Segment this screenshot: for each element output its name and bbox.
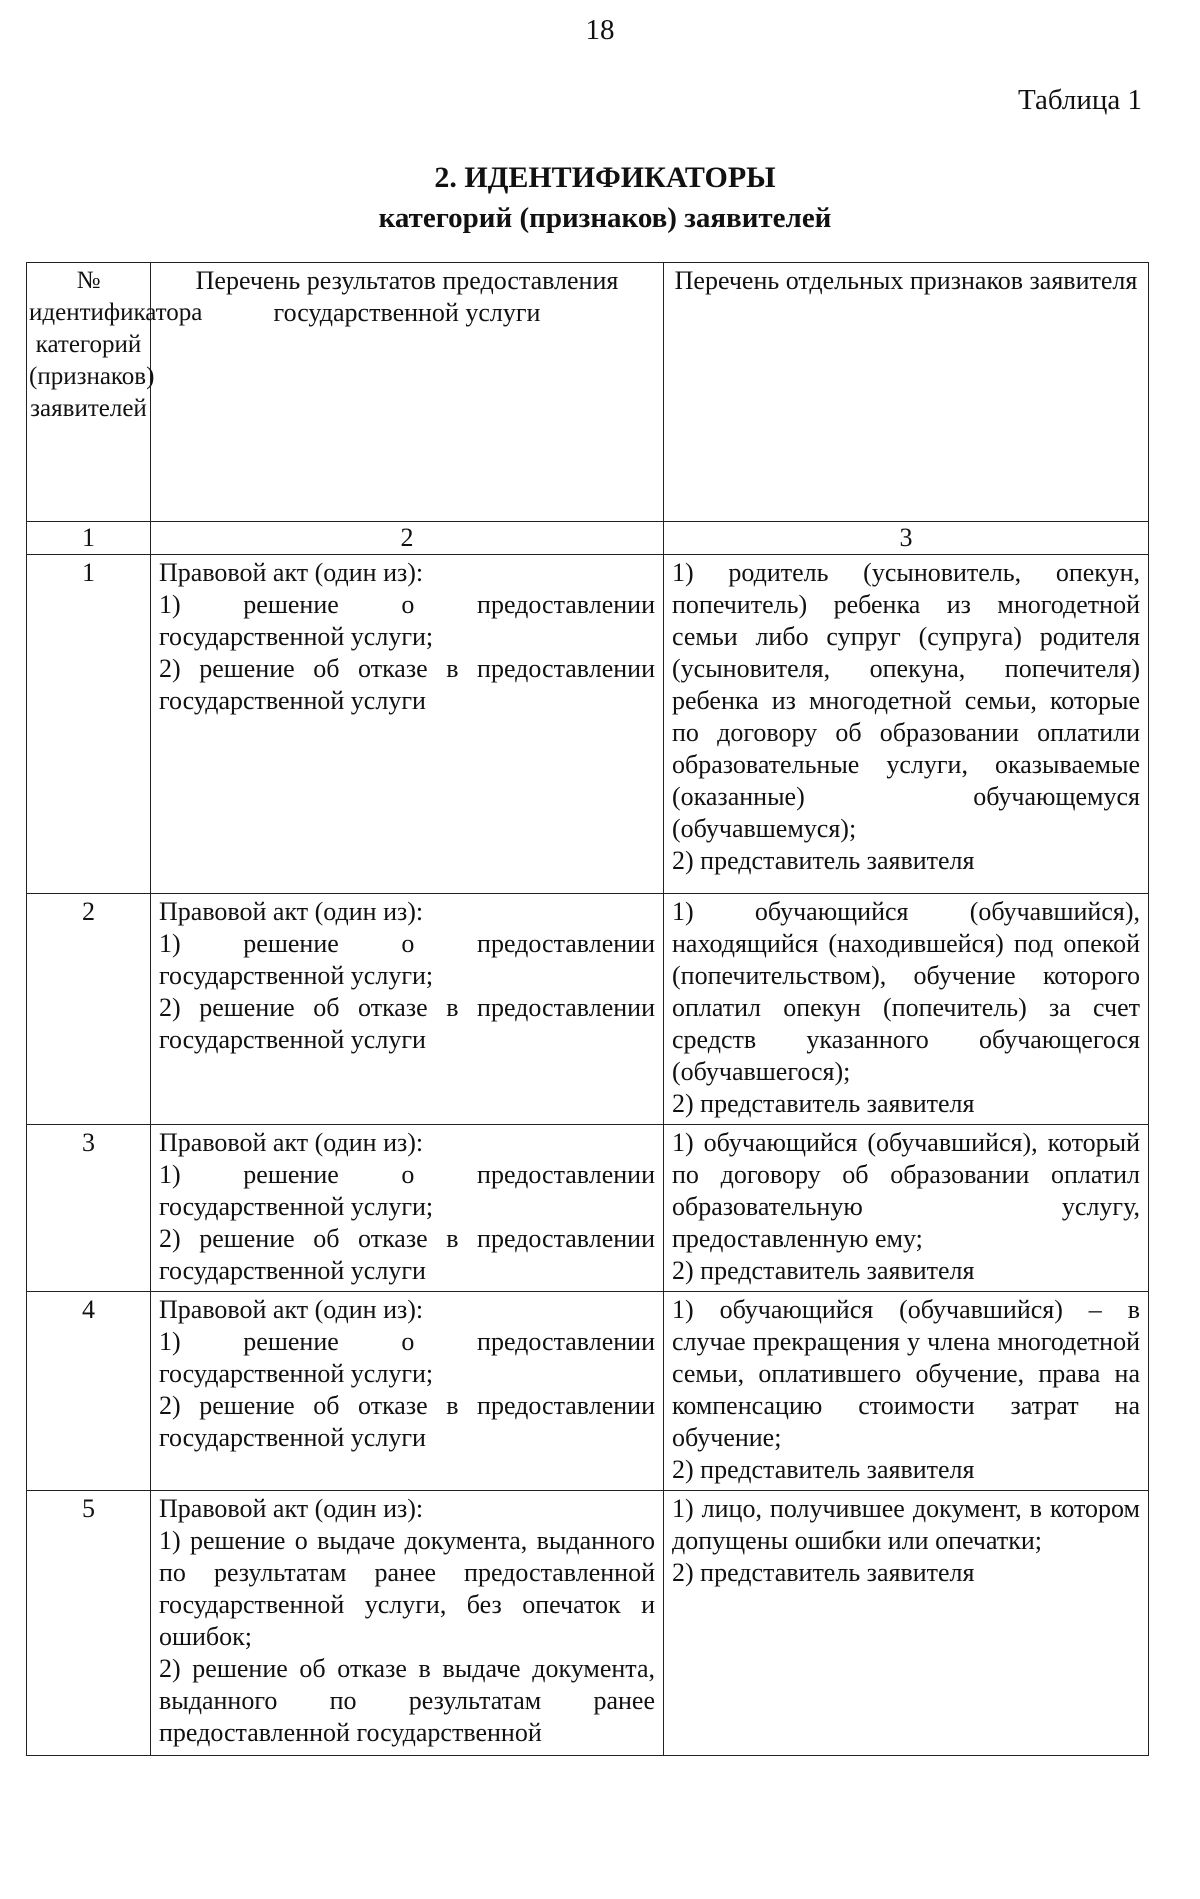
row-applicants xyxy=(664,894,1149,1125)
identifiers-table xyxy=(26,262,1149,1756)
column-number-row xyxy=(27,522,1149,555)
row-results xyxy=(151,1292,664,1491)
table-row xyxy=(27,555,1149,894)
column-number: 1 xyxy=(27,522,151,555)
title-block xyxy=(0,158,1200,238)
row-results xyxy=(151,894,664,1125)
row-results xyxy=(151,1491,664,1756)
result-line: Правовой акт (один из): xyxy=(159,1128,424,1157)
applicant-line: 1) лицо, получившее документ, в котором допущены ошибки или опечатки; xyxy=(672,1494,1140,1555)
applicant-line: 2) представитель заявителя xyxy=(672,846,975,875)
row-identifier: 4 xyxy=(27,1292,151,1491)
column-number: 2 xyxy=(151,522,664,555)
title-subtitle: категорий (признаков) заявителей xyxy=(378,202,832,234)
table-label: Таблица 1 xyxy=(1017,84,1142,116)
column-number: 3 xyxy=(664,522,1149,555)
result-line: 2) решение об отказе в предоставлении государственной услуги xyxy=(159,1391,655,1452)
header-results: Перечень результатов предоставления государственной услуги xyxy=(151,263,664,522)
applicant-line: 1) обучающийся (обучавшийся) – в случае прекращения у члена многодетной семьи, оплатившего обучение, права на компенсацию стоимости затрат на обучение; xyxy=(672,1295,1140,1452)
row-applicants xyxy=(664,1292,1149,1491)
applicant-line: 2) представитель заявителя xyxy=(672,1256,975,1285)
result-line: 1) решение о выдаче документа, выданного по результатам ранее предоставленной государственной услуги, без опечаток и ошибок; xyxy=(159,1526,655,1651)
page-number: 18 xyxy=(585,14,615,46)
result-line: 1) решение о предоставлении государственной услуги; xyxy=(159,1327,655,1388)
table-header-row xyxy=(27,263,1149,522)
header-identifier: № идентификатора категорий (признаков) заявителей xyxy=(27,263,151,522)
header-applicant-features: Перечень отдельных признаков заявителя xyxy=(664,263,1149,522)
table-row xyxy=(27,1125,1149,1292)
row-applicants xyxy=(664,1491,1149,1756)
table-row xyxy=(27,1292,1149,1491)
result-line: 1) решение о предоставлении государственной услуги; xyxy=(159,929,655,990)
applicant-line: 2) представитель заявителя xyxy=(672,1455,975,1484)
result-line: 2) решение об отказе в предоставлении государственной услуги xyxy=(159,993,655,1054)
result-line: Правовой акт (один из): xyxy=(159,558,424,587)
title-main: 2. ИДЕНТИФИКАТОРЫ xyxy=(434,161,776,194)
row-identifier: 2 xyxy=(27,894,151,1125)
result-line: Правовой акт (один из): xyxy=(159,1494,424,1523)
result-line: 2) решение об отказе в предоставлении государственной услуги xyxy=(159,1224,655,1285)
applicant-line: 1) обучающийся (обучавшийся), находящийся (находившейся) под опекой (попечительством), обучение которого оплатил опекун (попечитель) за счет средств указанного обучающегося (обучавшегося); xyxy=(672,897,1140,1086)
row-identifier: 5 xyxy=(27,1491,151,1756)
table-row xyxy=(27,894,1149,1125)
table-row xyxy=(27,1491,1149,1756)
applicant-line: 2) представитель заявителя xyxy=(672,1558,975,1587)
row-identifier: 3 xyxy=(27,1125,151,1292)
applicant-line: 1) обучающийся (обучавшийся), который по договору об образовании оплатил образовательную услугу, предоставленную ему; xyxy=(672,1128,1140,1253)
row-results xyxy=(151,1125,664,1292)
result-line: 2) решение об отказе в предоставлении государственной услуги xyxy=(159,654,655,715)
row-applicants xyxy=(664,1125,1149,1292)
row-results xyxy=(151,555,664,894)
result-line: 2) решение об отказе в выдаче документа, выданного по результатам ранее предоставленной государственной xyxy=(159,1654,655,1747)
row-identifier: 1 xyxy=(27,555,151,894)
result-line: 1) решение о предоставлении государственной услуги; xyxy=(159,1160,655,1221)
applicant-line: 1) родитель (усыновитель, опекун, попечитель) ребенка из многодетной семьи либо супруг (супруга) родителя (усыновителя, опекуна, попечителя) ребенка из многодетной семьи, которые по договору об образовании оплатили образовательные услуги, оказываемые (оказанные) обучающемуся (обучавшемуся); xyxy=(672,558,1140,843)
result-line: Правовой акт (один из): xyxy=(159,1295,424,1324)
applicant-line: 2) представитель заявителя xyxy=(672,1089,975,1118)
result-line: Правовой акт (один из): xyxy=(159,897,424,926)
row-applicants xyxy=(664,555,1149,894)
result-line: 1) решение о предоставлении государственной услуги; xyxy=(159,590,655,651)
